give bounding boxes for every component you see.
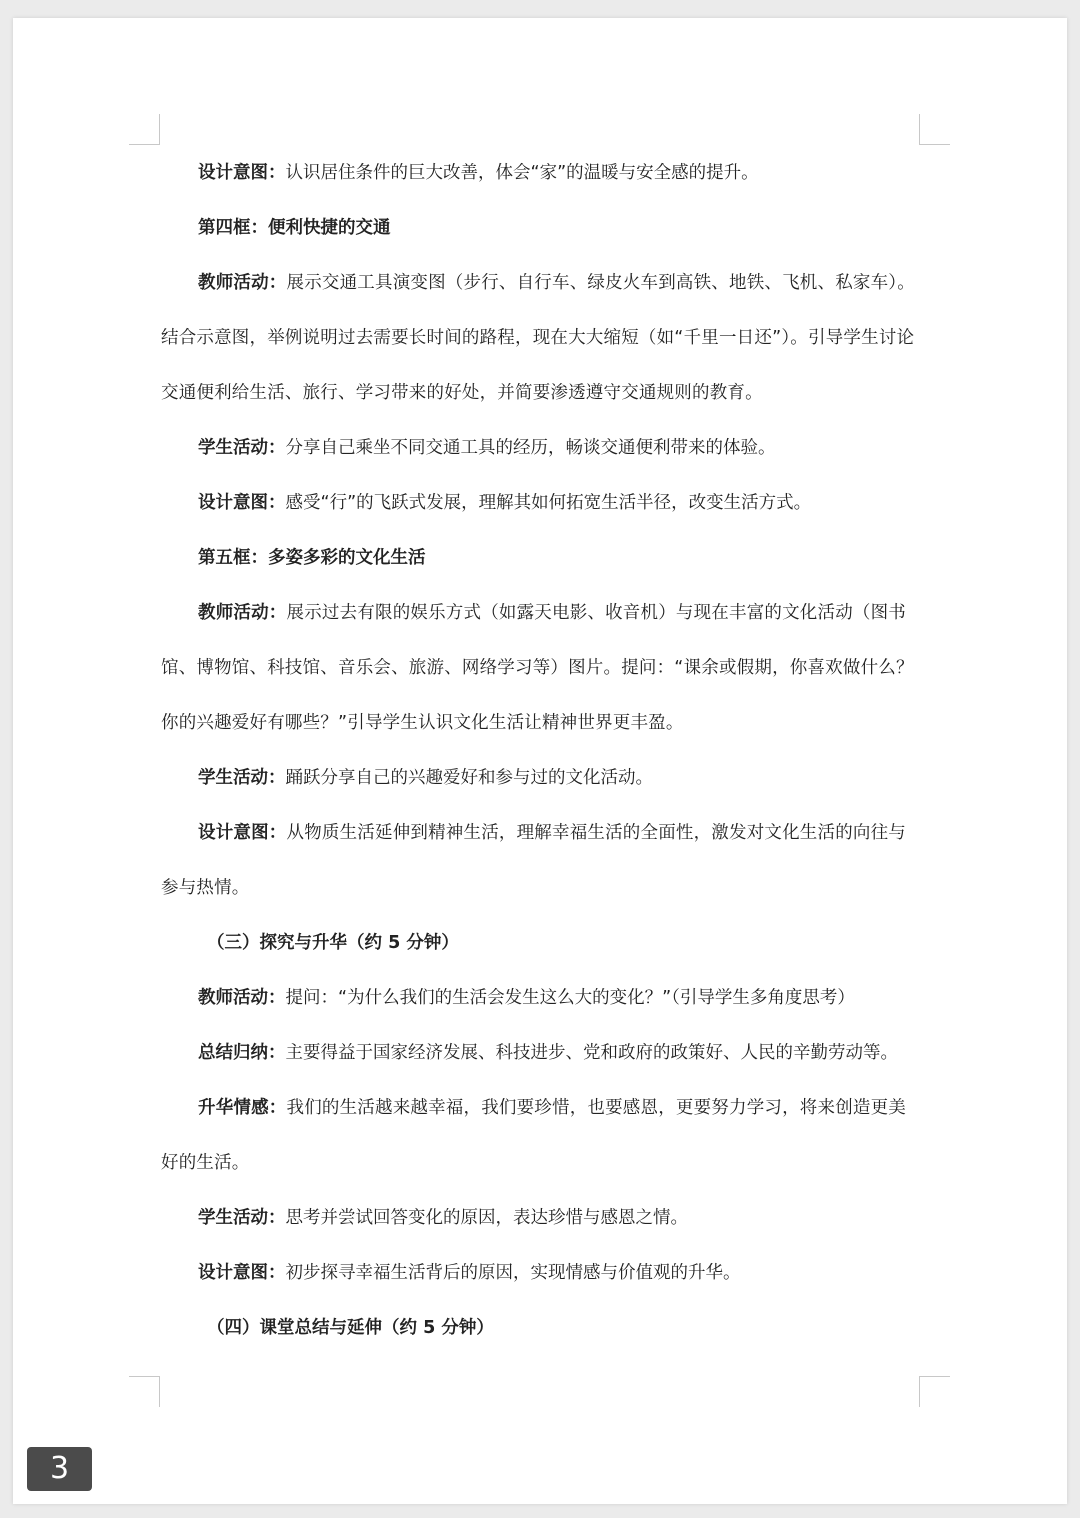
paragraph-student-activity-culture: 学生活动：踊跃分享自己的兴趣爱好和参与过的文化活动。: [198, 768, 653, 788]
crop-mark-top-left: [129, 114, 160, 145]
section-heading-transport: 第四框：便利快捷的交通: [198, 218, 391, 238]
crop-mark-bottom-right: [919, 1376, 950, 1407]
crop-mark-top-right: [919, 114, 950, 145]
paragraph-student-activity-transport: 学生活动：分享自己乘坐不同交通工具的经历，畅谈交通便利带来的体验。: [198, 438, 776, 458]
paragraph-design-intent-culture: 设计意图：从物质生活延伸到精神生活，理解幸福生活的全面性，激发对文化生活的向往与参与热情。: [161, 823, 906, 898]
paragraph-emotional-sublimation: 升华情感：我们的生活越来越幸福，我们要珍惜，也要感恩，更要努力学习，将来创造更美好的生活。: [161, 1098, 906, 1173]
crop-mark-bottom-left: [129, 1376, 160, 1407]
section-heading-exploration: （三）探究与升华（约 5 分钟）: [207, 933, 459, 953]
page-number-badge: 3: [27, 1447, 92, 1491]
paragraph-design-intent-exploration: 设计意图：初步探寻幸福生活背后的原因，实现情感与价值观的升华。: [198, 1263, 741, 1283]
paragraph-teacher-activity-transport: 教师活动：展示交通工具演变图（步行、自行车、绿皮火车到高铁、地铁、飞机、私家车）。结合示意图，举例说明过去需要长时间的路程，现在大大缩短（如“千里一日还”）。引导学生讨论交通便利给生活、旅行、学习带来的好处，并简要渗透遵守交通规则的教育。: [161, 273, 915, 403]
paragraph-design-intent-transport: 设计意图：感受“行”的飞跃式发展，理解其如何拓宽生活半径，改变生活方式。: [198, 493, 812, 513]
paragraph-teacher-activity-culture: 教师活动：展示过去有限的娱乐方式（如露天电影、收音机）与现在丰富的文化活动（图书馆、博物馆、科技馆、音乐会、旅游、网络学习等）图片。提问：“课余或假期，你喜欢做什么？你的兴趣爱好有哪些？”引导学生认识文化生活让精神世界更丰盈。: [161, 603, 914, 733]
paragraph-summary: 总结归纳：主要得益于国家经济发展、科技进步、党和政府的政策好、人民的辛勤劳动等。: [198, 1043, 898, 1063]
paragraph-student-activity-exploration: 学生活动：思考并尝试回答变化的原因，表达珍惜与感恩之情。: [198, 1208, 688, 1228]
paragraph-teacher-activity-exploration: 教师活动：提问：“为什么我们的生活会发生这么大的变化？”（引导学生多角度思考）: [198, 988, 855, 1008]
document-page: [13, 18, 1067, 1504]
document-body: [161, 146, 923, 1356]
section-heading-summary: （四）课堂总结与延伸（约 5 分钟）: [207, 1318, 494, 1338]
paragraph-design-intent-1: 设计意图：认识居住条件的巨大改善，体会“家”的温暖与安全感的提升。: [198, 163, 759, 183]
section-heading-culture: 第五框：多姿多彩的文化生活: [198, 548, 426, 568]
